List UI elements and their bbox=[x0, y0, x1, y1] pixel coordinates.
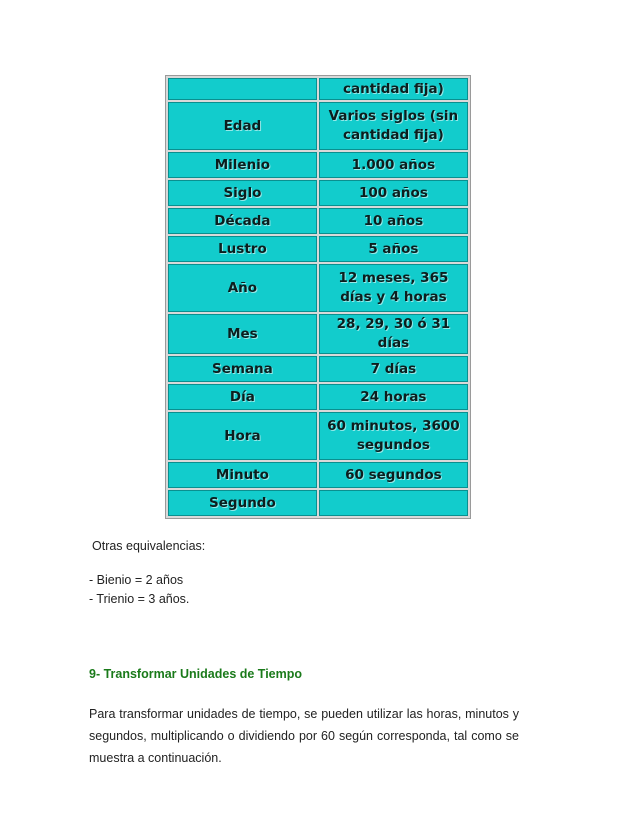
value-cell bbox=[319, 490, 468, 516]
unit-cell: Década bbox=[168, 208, 317, 234]
section-heading: 9- Transformar Unidades de Tiempo bbox=[89, 667, 303, 681]
unit-cell: Semana bbox=[168, 356, 317, 382]
other-equivalences-title: Otras equivalencias: bbox=[92, 539, 206, 553]
table-row bbox=[168, 490, 468, 516]
table-row bbox=[168, 102, 468, 150]
value-cell: 60 segundos bbox=[319, 462, 468, 488]
value-cell: 12 meses, 365 días y 4 horas bbox=[319, 264, 468, 312]
value-cell: 28, 29, 30 ó 31 días bbox=[319, 314, 468, 354]
section-paragraph: Para transformar unidades de tiempo, se pueden utilizar las horas, minutos y segundos, multiplicando o dividiendo por 60 según corresponda, tal como se muestra a continuación. bbox=[89, 707, 519, 765]
unit-cell: Día bbox=[168, 384, 317, 410]
value-cell: 60 minutos, 3600 segundos bbox=[319, 412, 468, 460]
table-row bbox=[168, 180, 468, 206]
value-cell: 10 años bbox=[319, 208, 468, 234]
table-row bbox=[168, 236, 468, 262]
equivalence-item: - Trienio = 3 años. bbox=[89, 592, 190, 606]
unit-cell: Edad bbox=[168, 102, 317, 150]
value-cell: 1.000 años bbox=[319, 152, 468, 178]
unit-cell: Hora bbox=[168, 412, 317, 460]
value-cell: 7 días bbox=[319, 356, 468, 382]
table-row bbox=[168, 152, 468, 178]
value-cell: cantidad fija) bbox=[319, 78, 468, 100]
unit-cell: Lustro bbox=[168, 236, 317, 262]
unit-cell: Minuto bbox=[168, 462, 317, 488]
table-row bbox=[168, 314, 468, 354]
unit-cell: Siglo bbox=[168, 180, 317, 206]
value-cell: 5 años bbox=[319, 236, 468, 262]
unit-cell: Mes bbox=[168, 314, 317, 354]
time-units-table bbox=[165, 75, 471, 519]
equivalence-item: - Bienio = 2 años bbox=[89, 573, 184, 587]
table-row bbox=[168, 412, 468, 460]
unit-cell: Segundo bbox=[168, 490, 317, 516]
unit-cell: Año bbox=[168, 264, 317, 312]
table-row bbox=[168, 264, 468, 312]
unit-cell: Milenio bbox=[168, 152, 317, 178]
table-row bbox=[168, 462, 468, 488]
table-row bbox=[168, 78, 468, 100]
table-row bbox=[168, 384, 468, 410]
value-cell: Varios siglos (sin cantidad fija) bbox=[319, 102, 468, 150]
table-row bbox=[168, 208, 468, 234]
value-cell: 24 horas bbox=[319, 384, 468, 410]
value-cell: 100 años bbox=[319, 180, 468, 206]
unit-cell bbox=[168, 78, 317, 100]
table-row bbox=[168, 356, 468, 382]
